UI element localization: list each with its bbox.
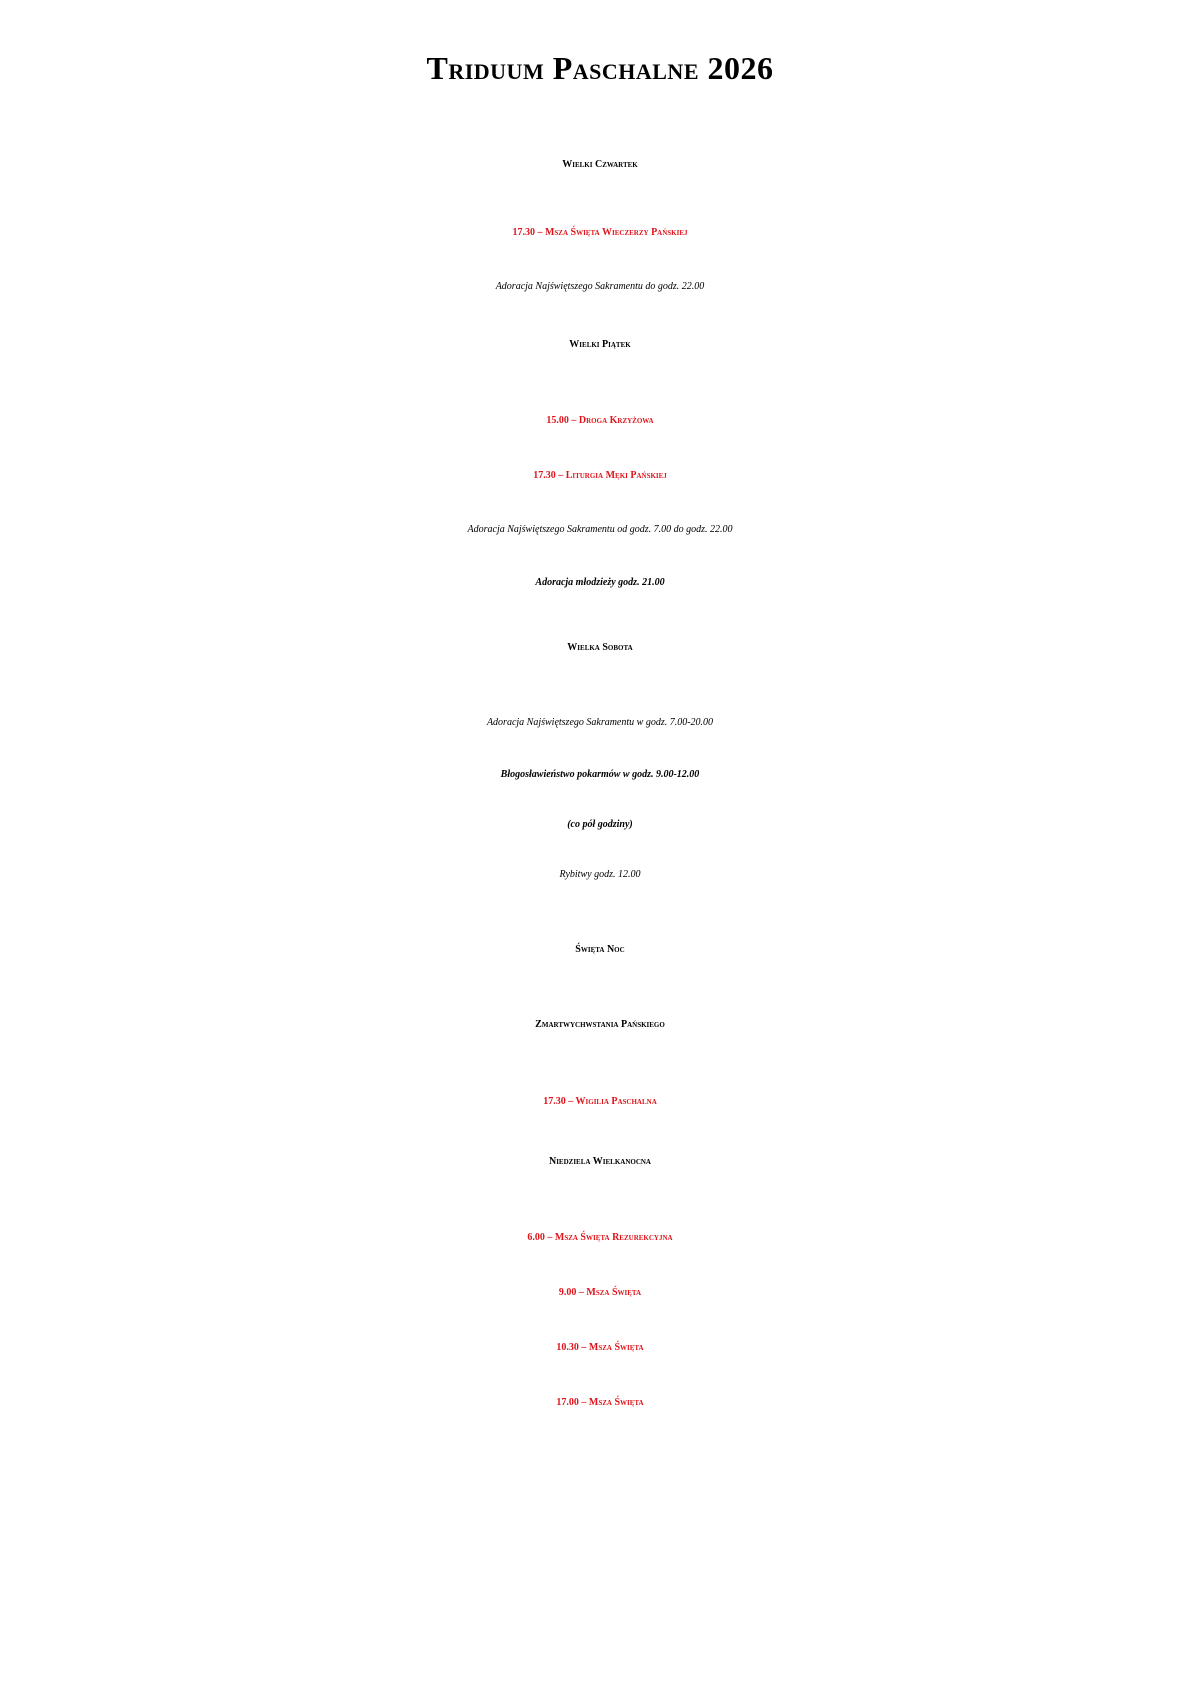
event-line: 17.30 – Liturgia Męki Pańskiej (533, 470, 667, 481)
note-bold-line: (co pół godziny) (567, 819, 633, 830)
page-title: Triduum Paschalne 2026 (426, 50, 774, 86)
note-bold-line: Błogosławieństwo pokarmów w godz. 9.00-12.00 (500, 769, 700, 780)
event-line: 17.30 – Msza Święta Wieczerzy Pańskiej (512, 227, 688, 238)
heading-wielki-czwartek: Wielki Czwartek (562, 159, 638, 170)
event-line: 10.30 – Msza Święta (556, 1342, 644, 1353)
event-line: 17.00 – Msza Święta (556, 1397, 644, 1408)
heading-swieta-noc: Święta Noc (575, 944, 625, 955)
heading-wielki-piatek: Wielki Piątek (569, 339, 631, 350)
event-line: 6.00 – Msza Święta Rezurekcyjna (527, 1232, 673, 1243)
event-line: 15.00 – Droga Krzyżowa (546, 415, 654, 426)
heading-zmartwychwstania: Zmartwychwstania Pańskiego (535, 1019, 665, 1030)
note-line: Rybitwy godz. 12.00 (559, 869, 641, 880)
note-bold-line: Adoracja młodzieży godz. 21.00 (535, 577, 665, 588)
note-line: Adoracja Najświętszego Sakramentu w godz. 7.00-20.00 (486, 717, 714, 728)
event-line: 9.00 – Msza Święta (558, 1287, 642, 1298)
note-line: Adoracja Najświętszego Sakramentu do godz. 22.00 (495, 281, 705, 292)
note-line: Adoracja Najświętszego Sakramentu od godz. 7.00 do godz. 22.00 (467, 524, 733, 535)
heading-niedziela-wielkanocna: Niedziela Wielkanocna (548, 1156, 651, 1167)
heading-wielka-sobota: Wielka Sobota (567, 642, 633, 653)
event-line: 17.30 – Wigilia Paschalna (543, 1096, 657, 1107)
